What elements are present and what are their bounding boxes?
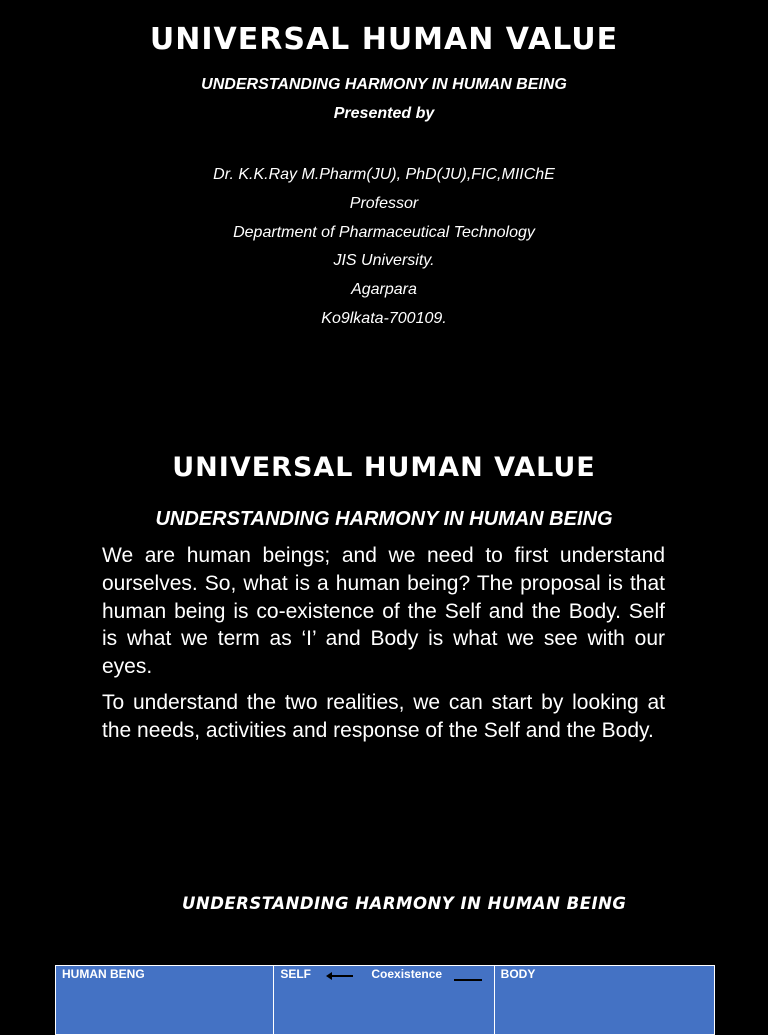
slide-2 (0, 430, 768, 860)
presenter-university: JIS University. (333, 252, 435, 270)
presenter-designation: Professor (349, 194, 419, 212)
slide-1 (0, 0, 768, 430)
cell-label: HUMAN BENG (62, 967, 145, 981)
slide-3 (0, 860, 768, 1024)
body-paragraph: To understand the two realities, we can start by looking at the needs, activities and response of the Self and the Body. (102, 690, 665, 742)
slide-title: UNIVERSAL HUMAN VALUE (149, 22, 619, 57)
body-paragraph: We are human beings; and we need to first understand ourselves. So, what is a human being? The proposal is that human being is co-existence of the Self and the Body. Self is what we term as ‘I’ and Body is what we see with our eyes. (102, 544, 665, 679)
presenter-info (0, 161, 768, 334)
slide-title: UNDERSTANDING HARMONY IN HUMAN BEING (182, 894, 627, 913)
presenter-locality: Agarpara (351, 281, 417, 299)
presented-by-label: Presented by (333, 105, 435, 122)
coexistence-label: Coexistence (371, 967, 443, 981)
line-right-icon (454, 979, 482, 981)
slide-title: UNIVERSAL HUMAN VALUE (172, 452, 596, 483)
slide-subtitle: UNDERSTANDING HARMONY IN HUMAN BEING (155, 508, 613, 530)
arrow-left-icon (331, 975, 353, 977)
presenter-department: Department of Pharmaceutical Technology (233, 223, 535, 241)
slide-body (102, 542, 665, 753)
harmony-table (55, 965, 715, 1035)
cell-label: SELF (280, 967, 312, 981)
cell-label: BODY (500, 967, 536, 981)
presenter-city: Ko9lkata-700109. (321, 309, 447, 327)
presenter-name: Dr. K.K.Ray M.Pharm(JU), PhD(JU),FIC,MIIChE (213, 166, 555, 183)
slide-subtitle: UNDERSTANDING HARMONY IN HUMAN BEING (201, 76, 567, 93)
